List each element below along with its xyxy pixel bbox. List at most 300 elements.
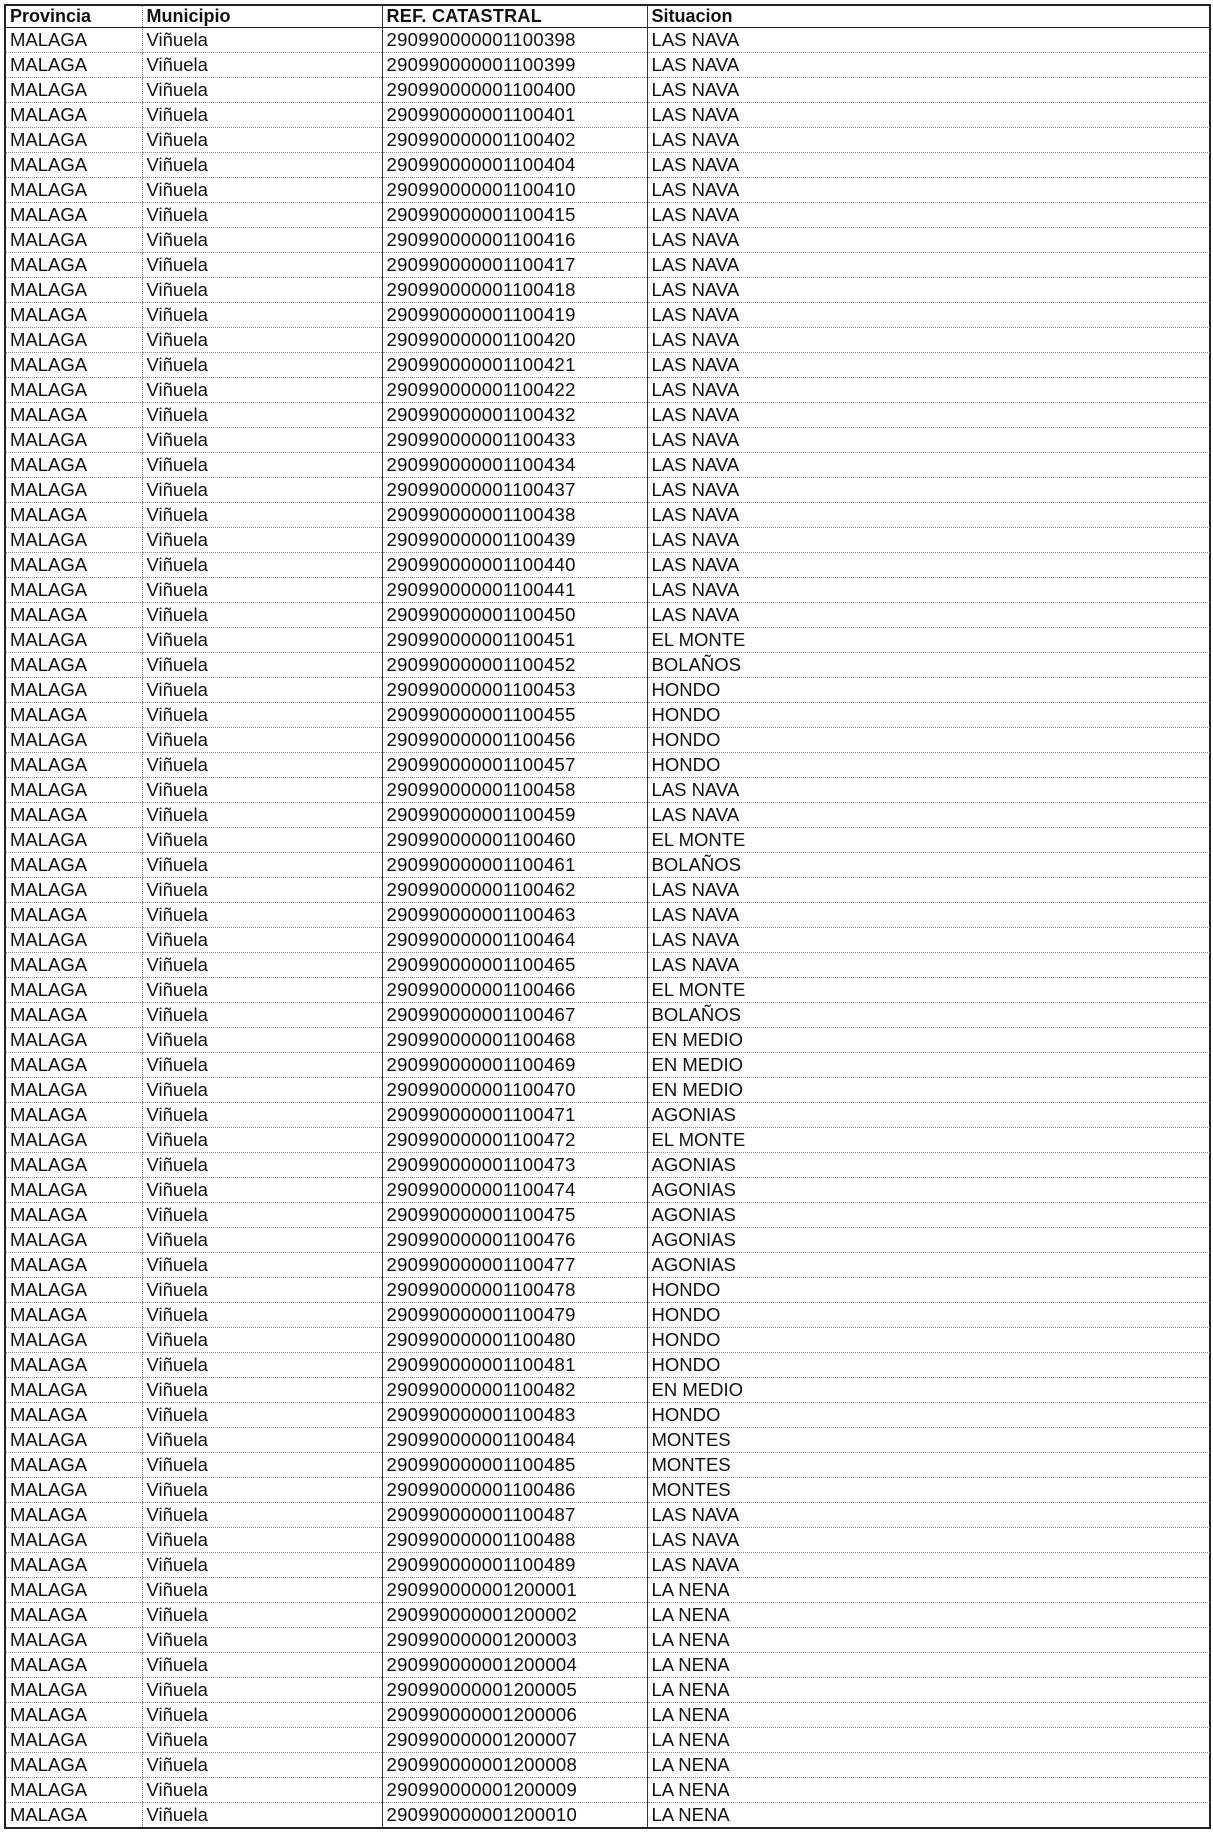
cell-ref-catastral: 290990000001100463 bbox=[382, 903, 647, 928]
table-row bbox=[5, 828, 1210, 853]
cell-situacion: HONDO bbox=[647, 1353, 1210, 1378]
cell-provincia: MALAGA bbox=[5, 1503, 142, 1528]
cell-situacion: LA NENA bbox=[647, 1728, 1210, 1753]
table-row bbox=[5, 1678, 1210, 1703]
cell-ref-catastral: 290990000001100457 bbox=[382, 753, 647, 778]
cell-ref-catastral: 290990000001100453 bbox=[382, 678, 647, 703]
table-row bbox=[5, 803, 1210, 828]
cell-provincia: MALAGA bbox=[5, 1078, 142, 1103]
cell-ref-catastral: 290990000001100456 bbox=[382, 728, 647, 753]
table-row bbox=[5, 1228, 1210, 1253]
cell-municipio: Viñuela bbox=[142, 703, 382, 728]
cell-ref-catastral: 290990000001100400 bbox=[382, 78, 647, 103]
cell-municipio: Viñuela bbox=[142, 853, 382, 878]
cell-situacion: LAS NAVA bbox=[647, 353, 1210, 378]
cell-provincia: MALAGA bbox=[5, 253, 142, 278]
cell-provincia: MALAGA bbox=[5, 128, 142, 153]
cell-provincia: MALAGA bbox=[5, 1553, 142, 1578]
cell-situacion: LAS NAVA bbox=[647, 78, 1210, 103]
table-row bbox=[5, 853, 1210, 878]
table-row bbox=[5, 1503, 1210, 1528]
cell-provincia: MALAGA bbox=[5, 278, 142, 303]
cell-provincia: MALAGA bbox=[5, 28, 142, 53]
cell-provincia: MALAGA bbox=[5, 678, 142, 703]
cell-municipio: Viñuela bbox=[142, 1453, 382, 1478]
cell-provincia: MALAGA bbox=[5, 453, 142, 478]
cell-ref-catastral: 290990000001100458 bbox=[382, 778, 647, 803]
cell-municipio: Viñuela bbox=[142, 1503, 382, 1528]
cell-situacion: LAS NAVA bbox=[647, 453, 1210, 478]
cell-situacion: HONDO bbox=[647, 703, 1210, 728]
cell-ref-catastral: 290990000001100486 bbox=[382, 1478, 647, 1503]
table-body bbox=[5, 28, 1210, 1828]
cell-municipio: Viñuela bbox=[142, 928, 382, 953]
table-row bbox=[5, 703, 1210, 728]
table-row bbox=[5, 103, 1210, 128]
cell-ref-catastral: 290990000001100467 bbox=[382, 1003, 647, 1028]
cell-municipio: Viñuela bbox=[142, 303, 382, 328]
table-row bbox=[5, 253, 1210, 278]
cell-municipio: Viñuela bbox=[142, 403, 382, 428]
cell-situacion: LAS NAVA bbox=[647, 228, 1210, 253]
table-row bbox=[5, 1103, 1210, 1128]
cell-situacion: LAS NAVA bbox=[647, 603, 1210, 628]
cell-municipio: Viñuela bbox=[142, 1328, 382, 1353]
cell-provincia: MALAGA bbox=[5, 1653, 142, 1678]
cell-situacion: LA NENA bbox=[647, 1703, 1210, 1728]
cell-situacion: LA NENA bbox=[647, 1603, 1210, 1628]
cell-provincia: MALAGA bbox=[5, 403, 142, 428]
cell-municipio: Viñuela bbox=[142, 553, 382, 578]
cell-ref-catastral: 290990000001100472 bbox=[382, 1128, 647, 1153]
cell-situacion: LAS NAVA bbox=[647, 1553, 1210, 1578]
cell-municipio: Viñuela bbox=[142, 53, 382, 78]
cell-ref-catastral: 290990000001100477 bbox=[382, 1253, 647, 1278]
cell-municipio: Viñuela bbox=[142, 153, 382, 178]
cell-ref-catastral: 290990000001100461 bbox=[382, 853, 647, 878]
cell-provincia: MALAGA bbox=[5, 1228, 142, 1253]
cell-ref-catastral: 290990000001100398 bbox=[382, 28, 647, 53]
cell-situacion: LAS NAVA bbox=[647, 778, 1210, 803]
cell-situacion: LAS NAVA bbox=[647, 278, 1210, 303]
cell-situacion: LA NENA bbox=[647, 1578, 1210, 1603]
cell-ref-catastral: 290990000001100478 bbox=[382, 1278, 647, 1303]
cell-ref-catastral: 290990000001200008 bbox=[382, 1753, 647, 1778]
table-row bbox=[5, 903, 1210, 928]
cell-municipio: Viñuela bbox=[142, 753, 382, 778]
cell-provincia: MALAGA bbox=[5, 828, 142, 853]
cell-ref-catastral: 290990000001100455 bbox=[382, 703, 647, 728]
table-row bbox=[5, 1303, 1210, 1328]
cell-provincia: MALAGA bbox=[5, 1153, 142, 1178]
cell-situacion: LAS NAVA bbox=[647, 128, 1210, 153]
cell-situacion: LAS NAVA bbox=[647, 928, 1210, 953]
cell-situacion: HONDO bbox=[647, 1303, 1210, 1328]
cell-municipio: Viñuela bbox=[142, 603, 382, 628]
cell-municipio: Viñuela bbox=[142, 528, 382, 553]
cell-ref-catastral: 290990000001200004 bbox=[382, 1653, 647, 1678]
cell-provincia: MALAGA bbox=[5, 478, 142, 503]
cell-municipio: Viñuela bbox=[142, 653, 382, 678]
cell-situacion: LAS NAVA bbox=[647, 878, 1210, 903]
cell-provincia: MALAGA bbox=[5, 203, 142, 228]
cell-municipio: Viñuela bbox=[142, 253, 382, 278]
cell-situacion: LAS NAVA bbox=[647, 178, 1210, 203]
table-row bbox=[5, 378, 1210, 403]
cell-ref-catastral: 290990000001100488 bbox=[382, 1528, 647, 1553]
cell-ref-catastral: 290990000001100432 bbox=[382, 403, 647, 428]
cell-provincia: MALAGA bbox=[5, 328, 142, 353]
cell-situacion: LAS NAVA bbox=[647, 378, 1210, 403]
cell-provincia: MALAGA bbox=[5, 1378, 142, 1403]
cell-municipio: Viñuela bbox=[142, 278, 382, 303]
cell-municipio: Viñuela bbox=[142, 1753, 382, 1778]
cell-municipio: Viñuela bbox=[142, 778, 382, 803]
cell-provincia: MALAGA bbox=[5, 228, 142, 253]
cell-provincia: MALAGA bbox=[5, 553, 142, 578]
table-row bbox=[5, 353, 1210, 378]
cell-municipio: Viñuela bbox=[142, 1703, 382, 1728]
cell-ref-catastral: 290990000001200003 bbox=[382, 1628, 647, 1653]
cell-situacion: LAS NAVA bbox=[647, 953, 1210, 978]
cell-situacion: LAS NAVA bbox=[647, 903, 1210, 928]
cell-ref-catastral: 290990000001100485 bbox=[382, 1453, 647, 1478]
cell-ref-catastral: 290990000001100483 bbox=[382, 1403, 647, 1428]
cell-situacion: LAS NAVA bbox=[647, 53, 1210, 78]
cell-situacion: HONDO bbox=[647, 753, 1210, 778]
table-header bbox=[5, 5, 1210, 28]
cell-municipio: Viñuela bbox=[142, 1228, 382, 1253]
cell-provincia: MALAGA bbox=[5, 1203, 142, 1228]
cell-ref-catastral: 290990000001100450 bbox=[382, 603, 647, 628]
cell-provincia: MALAGA bbox=[5, 653, 142, 678]
cell-situacion: LA NENA bbox=[647, 1803, 1210, 1828]
cell-municipio: Viñuela bbox=[142, 1178, 382, 1203]
cell-situacion: LAS NAVA bbox=[647, 328, 1210, 353]
cell-ref-catastral: 290990000001100475 bbox=[382, 1203, 647, 1228]
cell-provincia: MALAGA bbox=[5, 1628, 142, 1653]
table-row bbox=[5, 1753, 1210, 1778]
cell-ref-catastral: 290990000001100421 bbox=[382, 353, 647, 378]
cell-situacion: LAS NAVA bbox=[647, 553, 1210, 578]
cell-ref-catastral: 290990000001100422 bbox=[382, 378, 647, 403]
table-row bbox=[5, 653, 1210, 678]
table-row bbox=[5, 1528, 1210, 1553]
cell-provincia: MALAGA bbox=[5, 1703, 142, 1728]
cell-ref-catastral: 290990000001100470 bbox=[382, 1078, 647, 1103]
cell-provincia: MALAGA bbox=[5, 928, 142, 953]
cell-ref-catastral: 290990000001100415 bbox=[382, 203, 647, 228]
cell-municipio: Viñuela bbox=[142, 128, 382, 153]
cell-municipio: Viñuela bbox=[142, 1053, 382, 1078]
cell-situacion: EN MEDIO bbox=[647, 1078, 1210, 1103]
cell-provincia: MALAGA bbox=[5, 78, 142, 103]
cell-municipio: Viñuela bbox=[142, 1378, 382, 1403]
cell-ref-catastral: 290990000001100466 bbox=[382, 978, 647, 1003]
table-row bbox=[5, 503, 1210, 528]
cell-provincia: MALAGA bbox=[5, 778, 142, 803]
cell-ref-catastral: 290990000001100420 bbox=[382, 328, 647, 353]
cell-municipio: Viñuela bbox=[142, 1553, 382, 1578]
table-row bbox=[5, 1078, 1210, 1103]
table-row bbox=[5, 1578, 1210, 1603]
cell-ref-catastral: 290990000001200010 bbox=[382, 1803, 647, 1828]
table-row bbox=[5, 1553, 1210, 1578]
cell-municipio: Viñuela bbox=[142, 1128, 382, 1153]
cell-provincia: MALAGA bbox=[5, 1578, 142, 1603]
table-row bbox=[5, 1328, 1210, 1353]
cell-ref-catastral: 290990000001100437 bbox=[382, 478, 647, 503]
cell-situacion: MONTES bbox=[647, 1478, 1210, 1503]
cell-ref-catastral: 290990000001100401 bbox=[382, 103, 647, 128]
cell-provincia: MALAGA bbox=[5, 428, 142, 453]
cell-municipio: Viñuela bbox=[142, 728, 382, 753]
cell-ref-catastral: 290990000001100464 bbox=[382, 928, 647, 953]
cell-ref-catastral: 290990000001100434 bbox=[382, 453, 647, 478]
cell-ref-catastral: 290990000001100399 bbox=[382, 53, 647, 78]
cell-ref-catastral: 290990000001100417 bbox=[382, 253, 647, 278]
cell-ref-catastral: 290990000001100459 bbox=[382, 803, 647, 828]
cell-ref-catastral: 290990000001100438 bbox=[382, 503, 647, 528]
cell-provincia: MALAGA bbox=[5, 728, 142, 753]
table-row bbox=[5, 1653, 1210, 1678]
cell-ref-catastral: 290990000001100416 bbox=[382, 228, 647, 253]
cell-municipio: Viñuela bbox=[142, 1653, 382, 1678]
cell-ref-catastral: 290990000001100439 bbox=[382, 528, 647, 553]
cell-situacion: HONDO bbox=[647, 1278, 1210, 1303]
cell-situacion: AGONIAS bbox=[647, 1103, 1210, 1128]
cell-municipio: Viñuela bbox=[142, 453, 382, 478]
cell-situacion: BOLAÑOS bbox=[647, 653, 1210, 678]
cell-situacion: HONDO bbox=[647, 1403, 1210, 1428]
cell-provincia: MALAGA bbox=[5, 1403, 142, 1428]
cell-ref-catastral: 290990000001100480 bbox=[382, 1328, 647, 1353]
cell-situacion: BOLAÑOS bbox=[647, 853, 1210, 878]
table-row bbox=[5, 428, 1210, 453]
cell-ref-catastral: 290990000001200002 bbox=[382, 1603, 647, 1628]
cell-provincia: MALAGA bbox=[5, 978, 142, 1003]
cell-situacion: MONTES bbox=[647, 1428, 1210, 1453]
cell-ref-catastral: 290990000001100404 bbox=[382, 153, 647, 178]
table-row bbox=[5, 1203, 1210, 1228]
cell-municipio: Viñuela bbox=[142, 1253, 382, 1278]
cell-ref-catastral: 290990000001100476 bbox=[382, 1228, 647, 1253]
cell-situacion: EL MONTE bbox=[647, 978, 1210, 1003]
cell-provincia: MALAGA bbox=[5, 853, 142, 878]
cell-ref-catastral: 290990000001100410 bbox=[382, 178, 647, 203]
cell-ref-catastral: 290990000001100441 bbox=[382, 578, 647, 603]
cell-ref-catastral: 290990000001100489 bbox=[382, 1553, 647, 1578]
cell-provincia: MALAGA bbox=[5, 1303, 142, 1328]
cell-situacion: LAS NAVA bbox=[647, 403, 1210, 428]
column-header-situacion: Situacion bbox=[647, 5, 1210, 28]
table-row bbox=[5, 1603, 1210, 1628]
cell-municipio: Viñuela bbox=[142, 78, 382, 103]
cell-municipio: Viñuela bbox=[142, 228, 382, 253]
table-row bbox=[5, 678, 1210, 703]
table-row bbox=[5, 878, 1210, 903]
cell-municipio: Viñuela bbox=[142, 1203, 382, 1228]
cell-municipio: Viñuela bbox=[142, 378, 382, 403]
cell-provincia: MALAGA bbox=[5, 1428, 142, 1453]
cell-provincia: MALAGA bbox=[5, 703, 142, 728]
cell-situacion: EN MEDIO bbox=[647, 1053, 1210, 1078]
table-row bbox=[5, 403, 1210, 428]
cell-situacion: LAS NAVA bbox=[647, 1503, 1210, 1528]
table-row bbox=[5, 928, 1210, 953]
table-row bbox=[5, 1003, 1210, 1028]
cell-situacion: EL MONTE bbox=[647, 628, 1210, 653]
cell-situacion: LAS NAVA bbox=[647, 153, 1210, 178]
cell-ref-catastral: 290990000001100469 bbox=[382, 1053, 647, 1078]
cell-municipio: Viñuela bbox=[142, 903, 382, 928]
cell-municipio: Viñuela bbox=[142, 103, 382, 128]
cell-municipio: Viñuela bbox=[142, 678, 382, 703]
cell-municipio: Viñuela bbox=[142, 28, 382, 53]
table-row bbox=[5, 1453, 1210, 1478]
cell-provincia: MALAGA bbox=[5, 603, 142, 628]
cell-ref-catastral: 290990000001100402 bbox=[382, 128, 647, 153]
cell-situacion: AGONIAS bbox=[647, 1153, 1210, 1178]
cell-situacion: EN MEDIO bbox=[647, 1028, 1210, 1053]
cell-ref-catastral: 290990000001100460 bbox=[382, 828, 647, 853]
table-row bbox=[5, 1353, 1210, 1378]
cell-ref-catastral: 290990000001100451 bbox=[382, 628, 647, 653]
table-row bbox=[5, 178, 1210, 203]
cell-situacion: AGONIAS bbox=[647, 1203, 1210, 1228]
table-row bbox=[5, 1253, 1210, 1278]
cell-situacion: LAS NAVA bbox=[647, 478, 1210, 503]
header-row bbox=[5, 5, 1210, 28]
cell-provincia: MALAGA bbox=[5, 1528, 142, 1553]
cell-ref-catastral: 290990000001100471 bbox=[382, 1103, 647, 1128]
cell-situacion: LAS NAVA bbox=[647, 28, 1210, 53]
table-row bbox=[5, 28, 1210, 53]
column-header-municipio: Municipio bbox=[142, 5, 382, 28]
table-row bbox=[5, 953, 1210, 978]
cell-provincia: MALAGA bbox=[5, 378, 142, 403]
table-row bbox=[5, 528, 1210, 553]
cell-municipio: Viñuela bbox=[142, 1003, 382, 1028]
cell-municipio: Viñuela bbox=[142, 1403, 382, 1428]
cell-situacion: HONDO bbox=[647, 728, 1210, 753]
cell-provincia: MALAGA bbox=[5, 1103, 142, 1128]
table-row bbox=[5, 978, 1210, 1003]
cell-situacion: LAS NAVA bbox=[647, 428, 1210, 453]
cell-ref-catastral: 290990000001100419 bbox=[382, 303, 647, 328]
table-row bbox=[5, 1728, 1210, 1753]
cell-provincia: MALAGA bbox=[5, 878, 142, 903]
cell-municipio: Viñuela bbox=[142, 503, 382, 528]
cell-situacion: LAS NAVA bbox=[647, 528, 1210, 553]
table-row bbox=[5, 278, 1210, 303]
cell-situacion: LA NENA bbox=[647, 1628, 1210, 1653]
cell-provincia: MALAGA bbox=[5, 103, 142, 128]
table-row bbox=[5, 53, 1210, 78]
table-row bbox=[5, 1778, 1210, 1803]
cell-provincia: MALAGA bbox=[5, 503, 142, 528]
cell-municipio: Viñuela bbox=[142, 1153, 382, 1178]
cell-ref-catastral: 290990000001200001 bbox=[382, 1578, 647, 1603]
cell-municipio: Viñuela bbox=[142, 328, 382, 353]
table-row bbox=[5, 603, 1210, 628]
cell-provincia: MALAGA bbox=[5, 528, 142, 553]
table-row bbox=[5, 153, 1210, 178]
cell-municipio: Viñuela bbox=[142, 1728, 382, 1753]
cell-municipio: Viñuela bbox=[142, 478, 382, 503]
cell-ref-catastral: 290990000001100433 bbox=[382, 428, 647, 453]
cell-ref-catastral: 290990000001100465 bbox=[382, 953, 647, 978]
table-row bbox=[5, 1628, 1210, 1653]
cell-situacion: EL MONTE bbox=[647, 828, 1210, 853]
table-row bbox=[5, 628, 1210, 653]
cell-municipio: Viñuela bbox=[142, 1628, 382, 1653]
table-row bbox=[5, 728, 1210, 753]
cell-municipio: Viñuela bbox=[142, 1028, 382, 1053]
cell-provincia: MALAGA bbox=[5, 1603, 142, 1628]
table-row bbox=[5, 1053, 1210, 1078]
table-row bbox=[5, 1378, 1210, 1403]
table-row bbox=[5, 203, 1210, 228]
cell-provincia: MALAGA bbox=[5, 1003, 142, 1028]
cell-provincia: MALAGA bbox=[5, 803, 142, 828]
cell-municipio: Viñuela bbox=[142, 1303, 382, 1328]
cell-provincia: MALAGA bbox=[5, 1728, 142, 1753]
cell-provincia: MALAGA bbox=[5, 1453, 142, 1478]
cell-ref-catastral: 290990000001100462 bbox=[382, 878, 647, 903]
cell-municipio: Viñuela bbox=[142, 1078, 382, 1103]
table-row bbox=[5, 78, 1210, 103]
cell-situacion: EN MEDIO bbox=[647, 1378, 1210, 1403]
cell-municipio: Viñuela bbox=[142, 628, 382, 653]
cell-situacion: LA NENA bbox=[647, 1778, 1210, 1803]
cell-provincia: MALAGA bbox=[5, 353, 142, 378]
cell-municipio: Viñuela bbox=[142, 578, 382, 603]
cell-provincia: MALAGA bbox=[5, 303, 142, 328]
cell-situacion: HONDO bbox=[647, 678, 1210, 703]
cell-municipio: Viñuela bbox=[142, 1353, 382, 1378]
cell-provincia: MALAGA bbox=[5, 178, 142, 203]
cell-municipio: Viñuela bbox=[142, 1678, 382, 1703]
cell-municipio: Viñuela bbox=[142, 978, 382, 1003]
cell-municipio: Viñuela bbox=[142, 828, 382, 853]
table-row bbox=[5, 1278, 1210, 1303]
table-row bbox=[5, 578, 1210, 603]
cell-municipio: Viñuela bbox=[142, 1803, 382, 1828]
cell-provincia: MALAGA bbox=[5, 903, 142, 928]
column-header-provincia: Provincia bbox=[5, 5, 142, 28]
table-row bbox=[5, 303, 1210, 328]
table-row bbox=[5, 478, 1210, 503]
cell-ref-catastral: 290990000001100468 bbox=[382, 1028, 647, 1053]
cell-situacion: AGONIAS bbox=[647, 1253, 1210, 1278]
cell-situacion: LAS NAVA bbox=[647, 803, 1210, 828]
cell-ref-catastral: 290990000001200007 bbox=[382, 1728, 647, 1753]
cadastral-sheet bbox=[4, 4, 1211, 1829]
cell-ref-catastral: 290990000001100452 bbox=[382, 653, 647, 678]
cell-provincia: MALAGA bbox=[5, 1753, 142, 1778]
cell-situacion: LAS NAVA bbox=[647, 203, 1210, 228]
cell-municipio: Viñuela bbox=[142, 1778, 382, 1803]
table-row bbox=[5, 1803, 1210, 1828]
cell-municipio: Viñuela bbox=[142, 353, 382, 378]
cell-municipio: Viñuela bbox=[142, 1278, 382, 1303]
cell-provincia: MALAGA bbox=[5, 1328, 142, 1353]
cell-provincia: MALAGA bbox=[5, 1028, 142, 1053]
cell-situacion: AGONIAS bbox=[647, 1228, 1210, 1253]
cell-ref-catastral: 290990000001100473 bbox=[382, 1153, 647, 1178]
cell-municipio: Viñuela bbox=[142, 1428, 382, 1453]
